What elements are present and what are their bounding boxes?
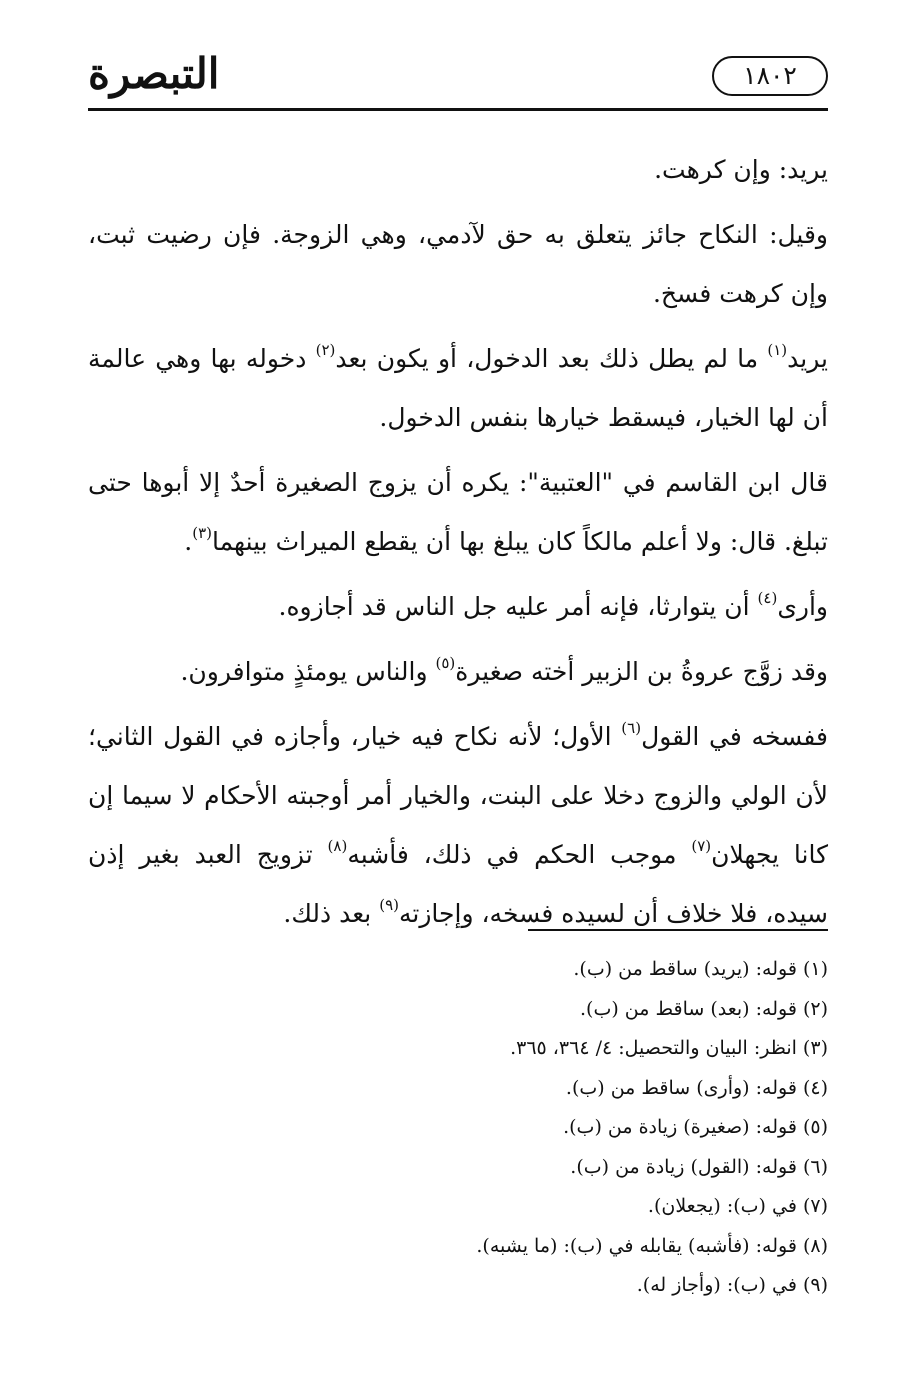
footnote-item: (٩) في (ب): (وأجاز له). [636, 1274, 828, 1296]
footnote-item: (٨) قوله: (فأشبه) يقابله في (ب): (ما يشبه). [476, 1234, 828, 1257]
header-divider [88, 108, 828, 111]
footnote-marker: (١) [767, 341, 788, 359]
paragraph-text: الأول؛ لأنه نكاح فيه خيار، وأجازه في القول الثاني؛ لأن الولي والزوج دخلا على البنت، والخيار أمر أوجبته الأحكام لا سيما إن كانا يجهلان [88, 722, 828, 869]
main-text [88, 140, 828, 949]
footnote-item: (٧) في (ب): (يجعلان). [647, 1195, 828, 1217]
footnote-item: (٥) قوله: (صغيرة) زيادة من (ب). [563, 1116, 828, 1138]
footnote-marker: (٦) [621, 719, 642, 737]
page-number-badge [712, 56, 828, 96]
footnote-item: (٤) قوله: (وأرى) ساقط من (ب). [565, 1076, 828, 1099]
paragraph-text: قال ابن القاسم في "العتبية": يكره أن يزوج الصغيرة أحدٌ إلا أبوها حتى تبلغ. قال: ولا أعلم مالكاً كان يبلغ بها أن يقطع الميراث بينهما [88, 468, 828, 556]
footnote-marker: (٢) [315, 341, 336, 359]
footnotes [300, 950, 828, 1306]
page-number: ١٨٠٢ [743, 61, 797, 90]
book-title: التبصرة [88, 49, 220, 98]
footnote-item: (٣) انظر: البيان والتحصيل: ٤/ ٣٦٤، ٣٦٥. [510, 1037, 828, 1059]
paragraph-text: دخوله بها وهي عالمة أن لها الخيار، فيسقط خيارها بنفس الدخول. [88, 344, 828, 432]
paragraph-text: وأرى [777, 592, 828, 621]
paragraph-text: وقد زوَّج عروةُ بن الزبير أخته صغيرة [455, 657, 828, 686]
paragraph-text: والناس يومئذٍ متوافرون. [180, 657, 436, 686]
paragraph-text: تزويج العبد بغير إذن سيده، فلا خلاف أن لسيده فسخه، وإجازته [88, 840, 828, 928]
paragraph-text: ففسخه في القول [641, 722, 828, 751]
body-paragraph [88, 453, 828, 571]
footnote-marker: (٧) [691, 837, 712, 855]
paragraph-text: بعد ذلك. [283, 899, 380, 928]
body-paragraph [88, 577, 828, 636]
paragraph-text: . [184, 527, 193, 556]
paragraph-text: موجب الحكم في ذلك، فأشبه [347, 840, 692, 869]
footnote-divider [528, 929, 828, 931]
paragraph-text: ما لم يطل ذلك بعد الدخول، أو يكون بعد [335, 344, 768, 373]
paragraph-text: أن يتوارثا، فإنه أمر عليه جل الناس قد أجازوه. [278, 592, 758, 621]
page-header [88, 44, 828, 124]
body-paragraph [88, 642, 828, 701]
footnote-marker: (٥) [435, 654, 456, 672]
body-paragraph [88, 707, 828, 943]
footnote-marker: (٩) [379, 896, 399, 914]
footnote-item: (١) قوله: (يريد) ساقط من (ب). [573, 958, 828, 980]
paragraph-text: يريد: وإن كرهت. [654, 155, 828, 184]
footnote-marker: (٣) [192, 524, 212, 542]
body-paragraph [88, 205, 828, 323]
footnote-marker: (٨) [327, 837, 348, 855]
footnote-marker: (٤) [757, 589, 778, 607]
footnote-item: (٢) قوله: (بعد) ساقط من (ب). [580, 997, 828, 1020]
body-paragraph [88, 140, 828, 199]
paragraph-text: وقيل: النكاح جائز يتعلق به حق لآدمي، وهي الزوجة. فإن رضيت ثبت، وإن كرهت فسخ. [88, 220, 828, 308]
paragraph-text: يريد [787, 344, 828, 373]
body-paragraph [88, 329, 828, 447]
footnote-item: (٦) قوله: (القول) زيادة من (ب). [570, 1155, 828, 1178]
